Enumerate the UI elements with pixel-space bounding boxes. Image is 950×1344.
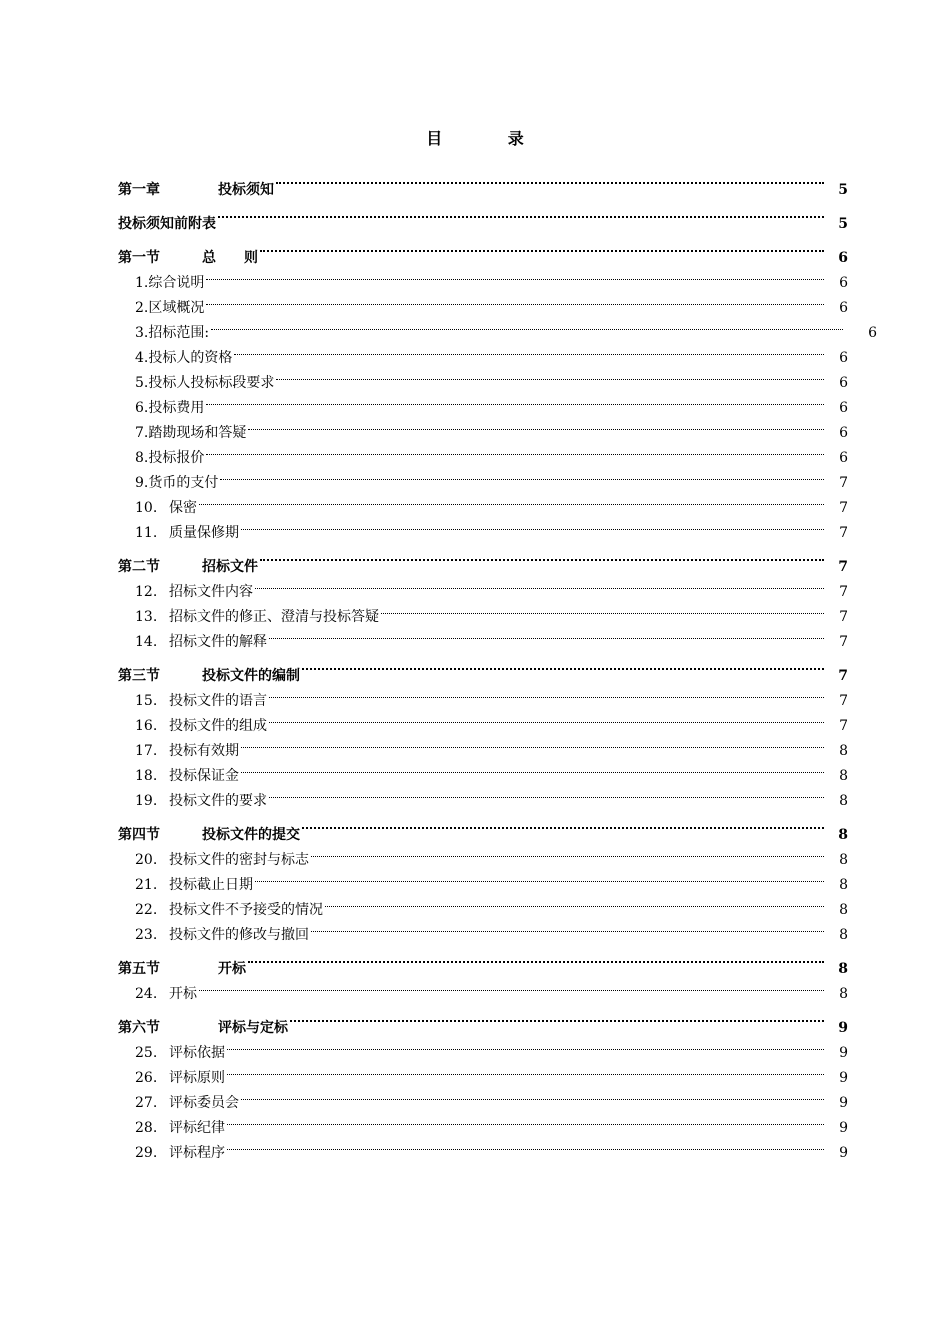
toc-entry-page-number: 6 <box>839 450 848 466</box>
toc-entry-page-number: 9 <box>839 1145 848 1161</box>
toc-entry-page-number: 6 <box>839 400 848 416</box>
toc-entry-page-number: 9 <box>839 1070 848 1086</box>
toc-entry-page-number: 6 <box>838 250 848 266</box>
toc-entry-page-number: 5 <box>838 216 848 232</box>
toc-entry[interactable] <box>118 839 848 868</box>
toc-entry-label: 投标文件的修改与撤回 <box>169 927 309 943</box>
toc-entry-number: 第三节 <box>118 668 160 684</box>
toc-entry-page-number: 9 <box>839 1045 848 1061</box>
dot-leader <box>302 805 824 839</box>
toc-entry-label: 评标委员会 <box>169 1095 239 1111</box>
toc-entry-page-number: 8 <box>838 961 848 977</box>
toc-entry[interactable] <box>118 228 848 266</box>
toc-entry-number: 13. <box>135 609 158 625</box>
toc-entry-page-number: 8 <box>839 743 848 759</box>
toc-entry-label: 货币的支付 <box>148 475 219 491</box>
dot-leader <box>241 730 824 755</box>
toc-entry-page-number: 9 <box>838 1020 848 1036</box>
toc-entry-page-number: 7 <box>839 475 848 491</box>
toc-entry-page-number: 6 <box>839 350 848 366</box>
toc-entry-label: 评标程序 <box>169 1145 225 1161</box>
dot-leader <box>255 571 824 596</box>
toc-entry-label: 投标文件的语言 <box>169 693 267 709</box>
toc-entry-number: 9. <box>135 475 149 491</box>
table-of-contents <box>118 160 877 1161</box>
toc-entry[interactable] <box>118 160 848 198</box>
dot-leader <box>227 1032 824 1057</box>
toc-entry-number: 19. <box>135 793 158 809</box>
dot-leader <box>241 512 824 537</box>
dot-leader <box>311 914 824 939</box>
toc-entry[interactable] <box>118 973 848 1002</box>
toc-entry-label: 投标费用 <box>148 400 205 416</box>
dot-leader <box>199 973 824 998</box>
toc-entry-number: 14. <box>135 634 158 650</box>
toc-entry[interactable] <box>118 312 877 341</box>
toc-entry-label: 评标与定标 <box>218 1020 288 1036</box>
toc-entry[interactable] <box>118 596 848 625</box>
toc-entry[interactable] <box>118 437 848 466</box>
toc-entry-number: 3. <box>135 325 149 341</box>
toc-entry-number: 29. <box>135 1145 158 1161</box>
toc-entry-page-number: 8 <box>839 793 848 809</box>
toc-entry-page-number: 9 <box>839 1095 848 1111</box>
dot-leader <box>227 1057 824 1082</box>
toc-entry-label: 投标人的资格 <box>148 350 233 366</box>
toc-entry-label: 质量保修期 <box>169 525 239 541</box>
toc-entry-label: 投标须知前附表 <box>118 216 216 232</box>
toc-entry-page-number: 5 <box>838 182 848 198</box>
dot-leader <box>206 262 824 287</box>
toc-entry-number: 7. <box>135 425 149 441</box>
toc-entry-label: 招标文件的解释 <box>169 634 267 650</box>
toc-entry-number: 1. <box>135 275 149 291</box>
toc-entry[interactable] <box>118 1132 848 1161</box>
toc-entry[interactable] <box>118 462 848 491</box>
dot-leader <box>220 462 824 487</box>
dot-leader <box>248 939 824 973</box>
toc-entry-number: 6. <box>135 400 149 416</box>
toc-entry-number: 17. <box>135 743 158 759</box>
toc-entry[interactable] <box>118 1032 848 1061</box>
toc-entry[interactable] <box>118 512 848 541</box>
dot-leader <box>248 412 824 437</box>
toc-entry-number: 26. <box>135 1070 158 1086</box>
toc-title: 目 录 <box>426 129 554 148</box>
toc-entry-label: 投标文件的组成 <box>169 718 267 734</box>
dot-leader <box>234 337 824 362</box>
dot-leader <box>302 646 824 680</box>
toc-entry[interactable] <box>118 680 848 709</box>
toc-entry-page-number: 6 <box>839 275 848 291</box>
toc-entry-page-number: 7 <box>839 584 848 600</box>
toc-entry[interactable] <box>118 805 848 843</box>
toc-entry[interactable] <box>118 730 848 759</box>
dot-leader <box>255 864 824 889</box>
toc-entry[interactable] <box>118 571 848 600</box>
toc-entry-page-number: 7 <box>838 668 848 684</box>
toc-entry-number: 8. <box>135 450 149 466</box>
dot-leader <box>241 755 824 780</box>
toc-entry[interactable] <box>118 621 848 650</box>
toc-entry[interactable] <box>118 646 848 684</box>
toc-entry-page-number: 6 <box>839 300 848 316</box>
toc-entry[interactable] <box>118 864 848 893</box>
dot-leader <box>276 362 824 387</box>
dot-leader <box>206 287 824 312</box>
dot-leader <box>218 194 824 228</box>
toc-entry-label: 投标文件不予接受的情况 <box>169 902 323 918</box>
toc-entry-label: 投标文件的密封与标志 <box>169 852 309 868</box>
toc-entry[interactable] <box>118 287 848 316</box>
toc-entry-number: 20. <box>135 852 158 868</box>
toc-entry-label: 踏勘现场和答疑 <box>148 425 247 441</box>
toc-entry[interactable] <box>118 939 848 977</box>
dot-leader <box>211 312 843 337</box>
toc-entry[interactable] <box>118 387 848 416</box>
toc-entry-page-number: 7 <box>839 609 848 625</box>
toc-entry-page-number: 6 <box>839 375 848 391</box>
toc-entry-number: 18. <box>135 768 158 784</box>
toc-entry-number: 2. <box>135 300 149 316</box>
toc-entry-number: 5. <box>135 375 149 391</box>
dot-leader <box>311 839 824 864</box>
toc-entry-label: 保密 <box>169 500 197 516</box>
toc-entry-number: 27. <box>135 1095 158 1111</box>
toc-entry-number: 第四节 <box>118 827 160 843</box>
toc-entry-number: 21. <box>135 877 158 893</box>
toc-entry-label: 开标 <box>218 961 246 977</box>
toc-entry[interactable] <box>118 537 848 575</box>
toc-entry[interactable] <box>118 998 848 1036</box>
toc-entry-number: 22. <box>135 902 158 918</box>
dot-leader <box>206 387 824 412</box>
dot-leader <box>206 437 824 462</box>
toc-entry-number: 12. <box>135 584 158 600</box>
toc-entry[interactable] <box>118 780 848 809</box>
toc-entry-label: 投标保证金 <box>169 768 239 784</box>
dot-leader <box>269 705 824 730</box>
toc-entry-number: 11. <box>135 525 158 541</box>
toc-entry-number: 10. <box>135 500 158 516</box>
toc-entry[interactable] <box>118 487 848 516</box>
toc-entry-page-number: 6 <box>839 425 848 441</box>
toc-entry-page-number: 8 <box>839 852 848 868</box>
toc-entry-label: 投标文件的编制 <box>202 668 300 684</box>
toc-entry-label: 综合说明 <box>148 275 205 291</box>
toc-entry[interactable] <box>118 262 848 291</box>
toc-entry-page-number: 8 <box>839 768 848 784</box>
toc-entry-label: 招标范围: <box>148 325 210 341</box>
toc-entry-number: 第五节 <box>118 961 160 977</box>
toc-entry-label: 投标截止日期 <box>169 877 253 893</box>
dot-leader <box>269 680 824 705</box>
dot-leader <box>260 537 824 571</box>
dot-leader <box>276 160 824 194</box>
toc-entry[interactable] <box>118 337 848 366</box>
toc-entry[interactable] <box>118 889 848 918</box>
toc-entry-page-number: 8 <box>839 902 848 918</box>
toc-entry-page-number: 7 <box>838 559 848 575</box>
toc-entry-page-number: 7 <box>839 718 848 734</box>
dot-leader <box>325 889 824 914</box>
toc-entry[interactable] <box>118 755 848 784</box>
toc-entry-label: 投标有效期 <box>169 743 239 759</box>
toc-entry[interactable] <box>118 1082 848 1111</box>
toc-entry-label: 投标文件的要求 <box>169 793 267 809</box>
toc-entry-number: 23. <box>135 927 158 943</box>
toc-entry-number: 24. <box>135 986 158 1002</box>
toc-entry-number: 25. <box>135 1045 158 1061</box>
dot-leader <box>227 1107 824 1132</box>
dot-leader <box>381 596 824 621</box>
toc-entry-label: 投标须知 <box>218 182 274 198</box>
dot-leader <box>241 1082 824 1107</box>
toc-entry-number: 15. <box>135 693 158 709</box>
dot-leader <box>227 1132 824 1157</box>
toc-entry-number: 第六节 <box>118 1020 160 1036</box>
toc-entry-label: 总 则 <box>202 250 258 266</box>
toc-entry-label: 评标原则 <box>169 1070 225 1086</box>
toc-entry[interactable] <box>118 914 848 943</box>
dot-leader <box>260 228 824 262</box>
toc-entry-number: 第二节 <box>118 559 160 575</box>
toc-entry-label: 投标人投标标段要求 <box>148 375 275 391</box>
toc-entry-label: 招标文件内容 <box>169 584 253 600</box>
dot-leader <box>269 621 824 646</box>
toc-entry-page-number: 7 <box>839 525 848 541</box>
dot-leader <box>199 487 824 512</box>
toc-entry-label: 评标依据 <box>169 1045 225 1061</box>
toc-entry-label: 开标 <box>169 986 197 1002</box>
toc-entry-page-number: 8 <box>838 827 848 843</box>
dot-leader <box>290 998 824 1032</box>
toc-entry-number: 第一章 <box>118 182 160 198</box>
toc-entry[interactable] <box>118 705 848 734</box>
toc-entry[interactable] <box>118 1107 848 1136</box>
toc-entry-page-number: 7 <box>839 634 848 650</box>
toc-entry-label: 评标纪律 <box>169 1120 225 1136</box>
toc-entry-label: 招标文件 <box>202 559 258 575</box>
toc-entry-page-number: 8 <box>839 877 848 893</box>
toc-entry-page-number: 6 <box>868 325 877 341</box>
toc-entry[interactable] <box>118 1057 848 1086</box>
dot-leader <box>269 780 824 805</box>
toc-entry-number: 第一节 <box>118 250 160 266</box>
toc-entry[interactable] <box>118 194 848 232</box>
toc-entry[interactable] <box>118 412 848 441</box>
toc-entry-label: 投标文件的提交 <box>202 827 300 843</box>
toc-entry-page-number: 9 <box>839 1120 848 1136</box>
toc-entry-page-number: 8 <box>839 927 848 943</box>
toc-entry-number: 16. <box>135 718 158 734</box>
toc-entry-number: 28. <box>135 1120 158 1136</box>
toc-entry-label: 招标文件的修正、澄清与投标答疑 <box>169 609 379 625</box>
toc-entry-page-number: 8 <box>839 986 848 1002</box>
toc-entry-page-number: 7 <box>839 693 848 709</box>
toc-entry-label: 区域概况 <box>148 300 205 316</box>
toc-entry-number: 4. <box>135 350 149 366</box>
toc-entry[interactable] <box>118 362 848 391</box>
toc-entry-page-number: 7 <box>839 500 848 516</box>
toc-entry-label: 投标报价 <box>148 450 205 466</box>
